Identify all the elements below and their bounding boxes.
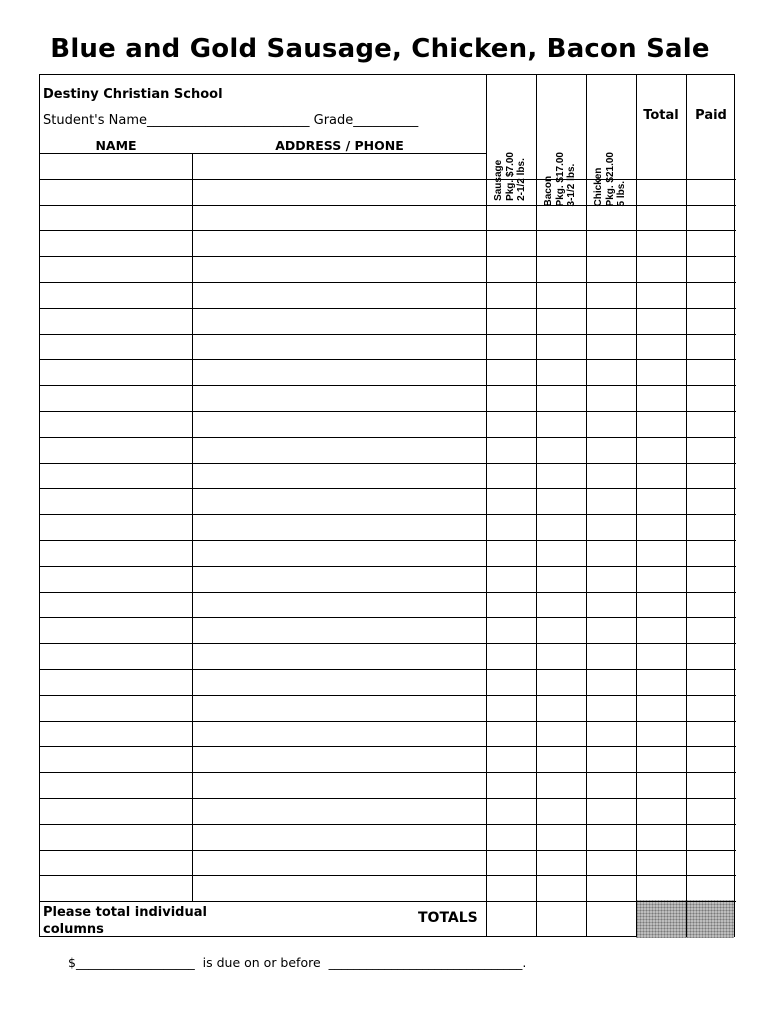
row-line xyxy=(40,721,736,722)
row-line xyxy=(40,385,736,386)
row-line xyxy=(40,824,736,825)
row-line xyxy=(40,798,736,799)
row-line xyxy=(40,205,736,206)
bacon-weight: 3-1/2 lbs. xyxy=(565,163,577,207)
sausage-label: Sausage xyxy=(492,159,504,201)
sausage-price: Pkg. $7.00 xyxy=(504,152,516,201)
row-line xyxy=(40,850,736,851)
totals-label: TOTALS xyxy=(418,910,478,926)
chicken-label: Chicken xyxy=(592,167,604,207)
row-line xyxy=(40,437,736,438)
row-line xyxy=(40,643,736,644)
school-name: Destiny Christian School xyxy=(43,87,223,102)
header-divider xyxy=(40,153,486,154)
chicken-price: Pkg. $21.00 xyxy=(604,152,616,207)
sausage-column-header xyxy=(486,152,534,202)
chicken-column-header xyxy=(586,152,634,207)
bacon-price: Pkg. $17.00 xyxy=(554,152,566,207)
name-address-divider xyxy=(192,153,193,901)
paid-column-header: Paid xyxy=(695,108,727,123)
address-column-header: ADDRESS / PHONE xyxy=(275,138,404,153)
student-name-grade-line: Student's Name_________________________ Grade__________ xyxy=(43,113,419,128)
row-line xyxy=(40,746,736,747)
row-line xyxy=(40,514,736,515)
row-line xyxy=(40,695,736,696)
row-line xyxy=(40,359,736,360)
row-line xyxy=(40,617,736,618)
bacon-label: Bacon xyxy=(542,175,554,207)
row-line xyxy=(40,411,736,412)
row-line xyxy=(40,256,736,257)
row-line xyxy=(40,488,736,489)
row-line xyxy=(40,540,736,541)
row-line xyxy=(40,901,736,902)
page-title: Blue and Gold Sausage, Chicken, Bacon Sale xyxy=(50,34,710,64)
total-instructions: Please total individual columns xyxy=(43,905,207,937)
chicken-weight: 5 lbs. xyxy=(615,180,627,207)
row-line xyxy=(40,463,736,464)
row-line xyxy=(40,282,736,283)
row-line xyxy=(40,875,736,876)
paid-shaded-cell xyxy=(686,900,734,938)
row-line xyxy=(40,179,736,180)
total-column-header: Total xyxy=(643,108,679,123)
order-form-table xyxy=(39,74,735,937)
bacon-column-header xyxy=(536,152,584,207)
row-line xyxy=(40,566,736,567)
row-line xyxy=(40,308,736,309)
sausage-weight: 2-1/2 lbs. xyxy=(515,158,527,201)
row-line xyxy=(40,230,736,231)
row-line xyxy=(40,669,736,670)
row-line xyxy=(40,334,736,335)
total-shaded-cell xyxy=(636,900,686,938)
row-line xyxy=(40,592,736,593)
name-column-header: NAME xyxy=(95,138,137,153)
due-date-line: $___________________ is due on or before _______________________________. xyxy=(68,955,527,970)
row-line xyxy=(40,772,736,773)
